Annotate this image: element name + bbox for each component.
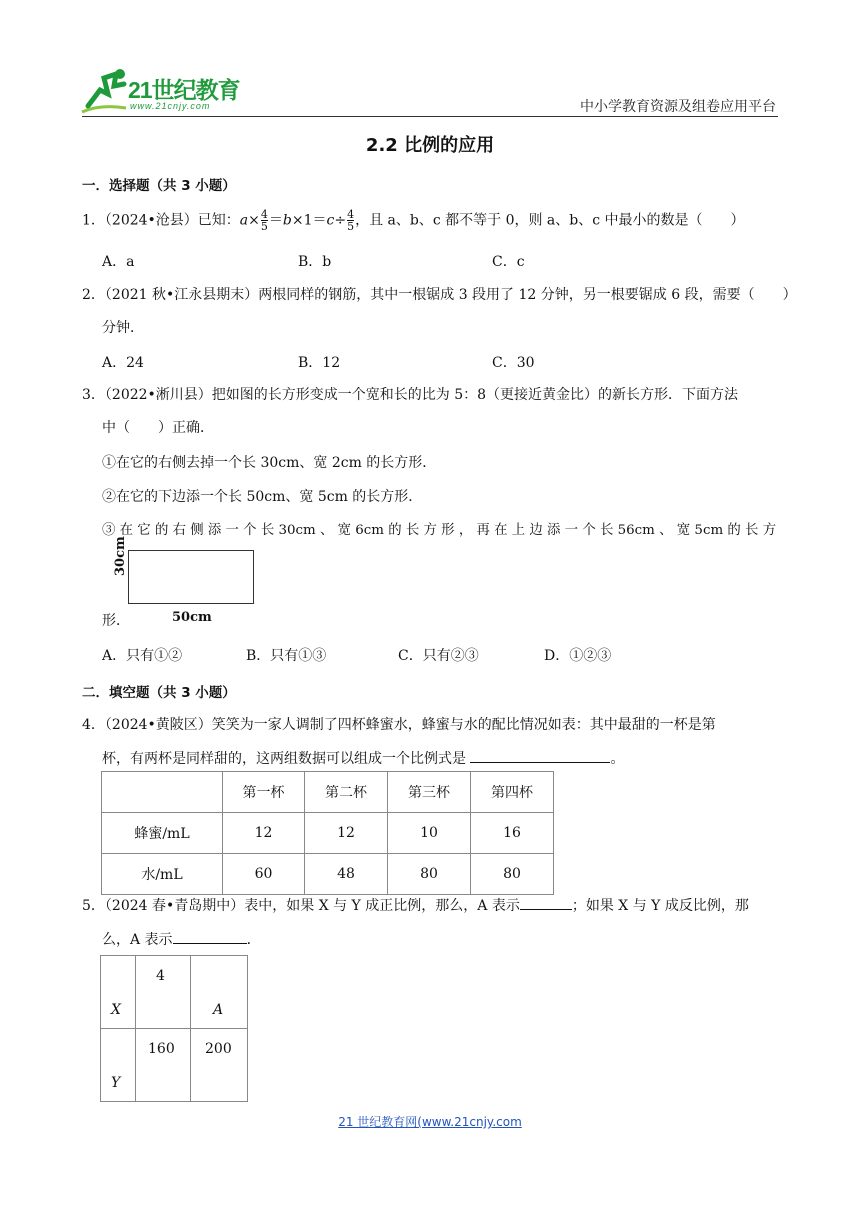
question-3-line-2: 中（ ）正确． (102, 420, 214, 436)
table-cell: 48 (305, 854, 388, 895)
question-4-line-1: 4．（2024•黄陂区）笑笑为一家人调制了四杯蜂蜜水，蜂蜜与水的配比情况如表：其中最甜的一杯是第 (82, 717, 716, 733)
option-c[interactable]: C．30 (492, 355, 535, 371)
table-cell (191, 956, 248, 1029)
question-3-end: 形． (102, 613, 130, 629)
q1-times-one: ×1＝ (291, 212, 327, 229)
section-heading-choice: 一．选择题（共 3 小题） (82, 178, 236, 194)
footer-link[interactable]: 21 世纪教育网(www.21cnjy.com (338, 1115, 522, 1129)
question-2-line-1: 2．（2021 秋•江永县期末）两根同样的钢筋，其中一根锯成 3 段用了 12 分钟，另一根要锯成 6 段，需要（ ） (82, 287, 797, 303)
figure-side-label: 30cm (113, 536, 128, 576)
q5-end: ． (246, 932, 261, 948)
y-label: Y (111, 1075, 121, 1091)
method-3: ③ 在 它 的 右 侧 添 一 个 长 30cm 、 宽 6cm 的 长 方 形 ， 再 在 上 边 添 一 个 长 56cm 、 宽 5cm 的 长 方 (102, 523, 777, 538)
table-row (102, 772, 554, 813)
table-cell: 80 (388, 854, 471, 895)
table-header-cell (102, 772, 223, 813)
rectangle-figure (128, 550, 254, 604)
table-row (102, 854, 554, 895)
answer-blank[interactable] (520, 895, 572, 910)
var-b: b (282, 212, 292, 229)
y-label-cell (101, 1029, 136, 1102)
table-header-cell: 第四杯 (471, 772, 554, 813)
table-cell: 16 (471, 813, 554, 854)
var-c: c (326, 212, 335, 229)
q1-div: ÷ (334, 212, 347, 229)
method-2: ②在它的下边添一个长 50cm、宽 5cm 的长方形． (102, 489, 423, 505)
option-d[interactable]: D．①②③ (544, 648, 612, 664)
var-a: a (239, 212, 249, 229)
platform-label: 中小学教育资源及组卷应用平台 (580, 99, 776, 115)
table-header-cell: 第二杯 (305, 772, 388, 813)
q1-eq: ＝ (268, 212, 283, 229)
answer-blank[interactable] (173, 929, 247, 944)
option-b[interactable]: B．b (298, 254, 332, 270)
question-5-line-1 (82, 895, 749, 916)
logo-url: www.21cnjy.com (130, 101, 211, 111)
frac-den: 5 (260, 220, 268, 233)
table-header-cell: 第三杯 (388, 772, 471, 813)
y-value: 200 (205, 1041, 232, 1057)
table-row (101, 1029, 248, 1102)
table-cell: 水/mL (102, 854, 223, 895)
table-cell: 80 (471, 854, 554, 895)
q1-prefix: 1．（2024•沧县）已知： (82, 212, 240, 229)
option-c[interactable]: C．只有②③ (398, 648, 479, 664)
question-1 (82, 209, 745, 232)
table-cell: 蜂蜜/mL (102, 813, 223, 854)
table-cell: 12 (305, 813, 388, 854)
header-divider (82, 116, 778, 117)
table-header-cell: 第一杯 (223, 772, 305, 813)
honey-table (101, 771, 554, 895)
x-label-cell (101, 956, 136, 1029)
q4-end: 。 (610, 751, 625, 767)
q5-text-c: 么，A 表示 (102, 932, 173, 948)
frac-num: 4 (260, 208, 268, 221)
table-row (102, 813, 554, 854)
frac-den: 5 (347, 220, 355, 233)
table-cell (191, 1029, 248, 1102)
question-2-line-2: 分钟． (102, 320, 144, 336)
answer-blank[interactable] (470, 748, 610, 763)
x-value: 4 (156, 968, 165, 984)
logo-text: 21世纪教育 (128, 77, 240, 103)
option-a[interactable]: A．24 (102, 355, 144, 371)
page-title: 2.2 比例的应用 (365, 135, 495, 156)
figure-bottom-label: 50cm (172, 610, 212, 625)
q5-text-a: 5．（2024 春•青岛期中）表中，如果 X 与 Y 成正比例，那么，A 表示 (82, 898, 520, 914)
option-a[interactable]: A．a (102, 254, 135, 270)
option-c[interactable]: C．c (492, 254, 525, 270)
table-cell: 60 (223, 854, 305, 895)
q5-text-b: ；如果 X 与 Y 成反比例，那 (571, 898, 749, 914)
q1-suffix: ，且 a、b、c 都不等于 0，则 a、b、c 中最小的数是（ ） (355, 212, 745, 229)
option-a[interactable]: A．只有①② (102, 648, 183, 664)
x-value-a: A (213, 1002, 224, 1018)
table-cell (136, 956, 191, 1029)
q1-times: × (248, 212, 260, 229)
method-1: ①在它的右侧去掉一个长 30cm、宽 2cm 的长方形． (102, 455, 437, 471)
table-row (101, 956, 248, 1029)
section-heading-fill: 二．填空题（共 3 小题） (82, 685, 236, 701)
x-label: X (111, 1002, 121, 1018)
frac-num: 4 (347, 208, 355, 221)
question-3-line-1: 3．（2022•淅川县）把如图的长方形变成一个宽和长的比为 5：8（更接近黄金比）的新长方形．下面方法 (82, 387, 739, 403)
y-value: 160 (148, 1041, 175, 1057)
table-cell: 10 (388, 813, 471, 854)
option-b[interactable]: B．只有①③ (246, 648, 327, 664)
option-b[interactable]: B．12 (298, 355, 341, 371)
table-cell: 12 (223, 813, 305, 854)
question-5-line-2 (102, 929, 261, 950)
q4-text: 杯，有两杯是同样甜的，这两组数据可以组成一个比例式是 (102, 751, 466, 767)
table-cell (136, 1029, 191, 1102)
fraction-2 (347, 209, 354, 232)
xy-table (100, 955, 248, 1102)
question-4-line-2 (102, 748, 624, 769)
fraction (261, 209, 268, 232)
